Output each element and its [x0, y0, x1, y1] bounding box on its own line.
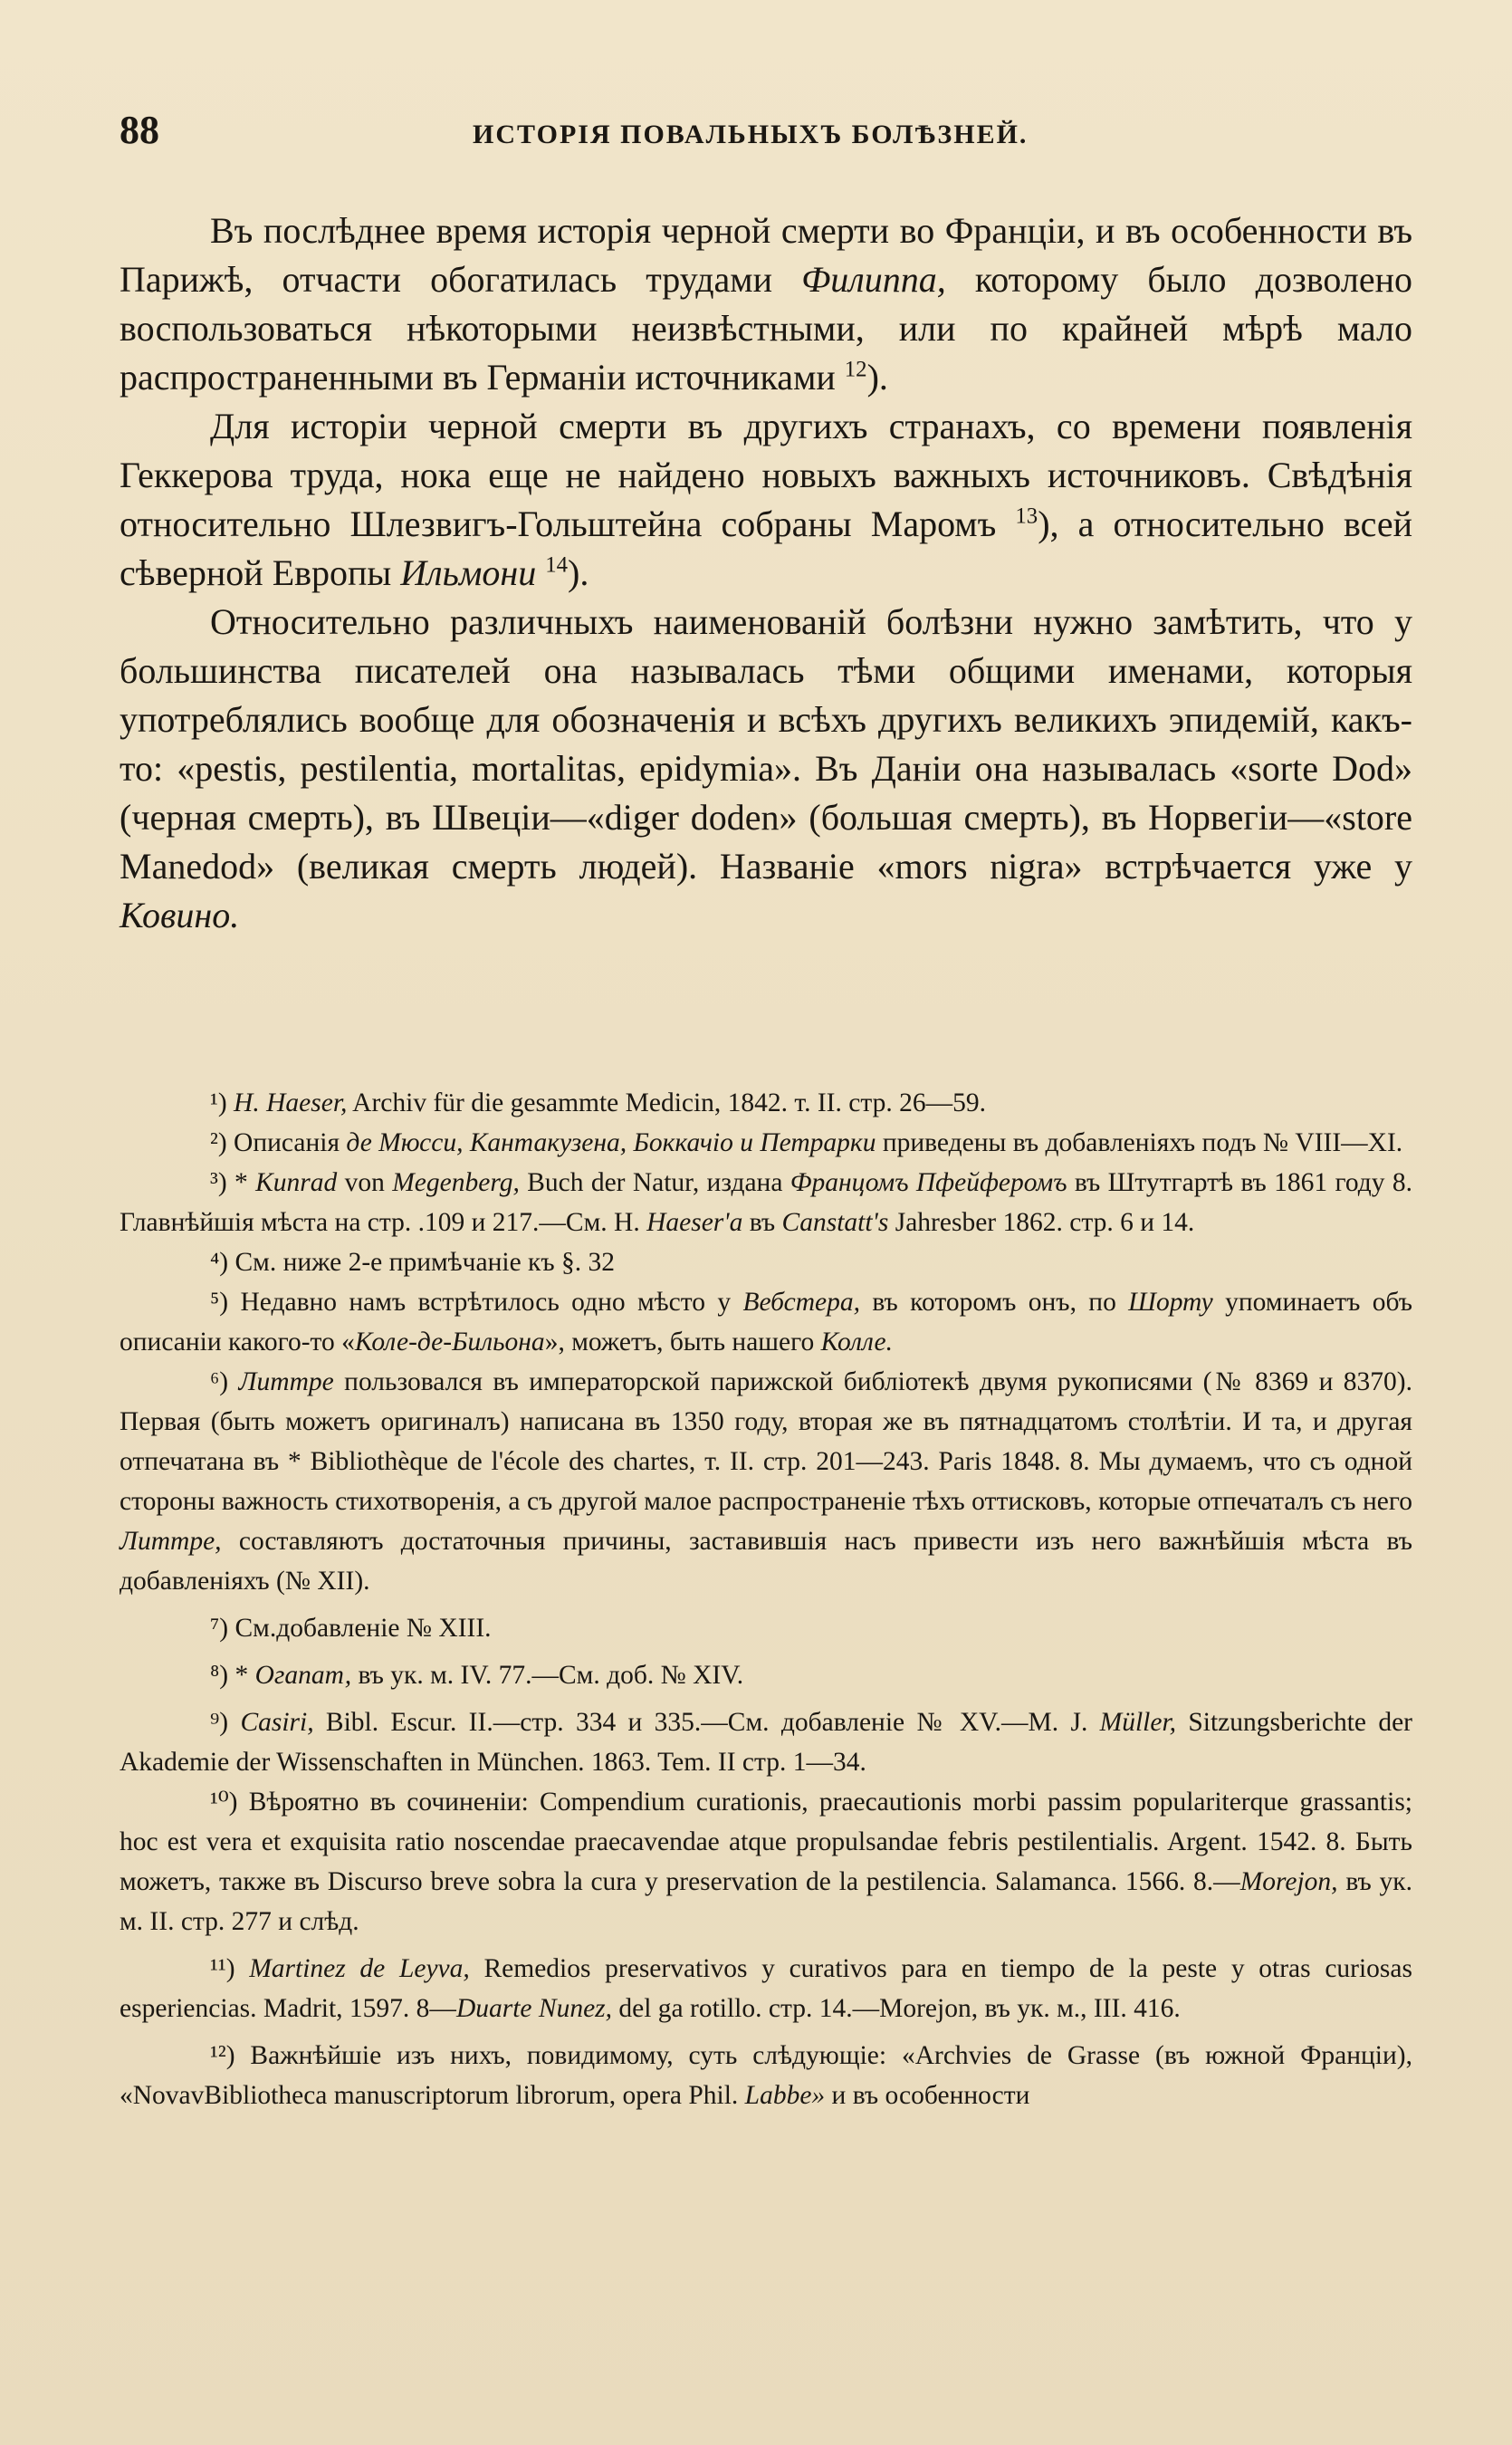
italic-text: Morejon,	[1239, 1867, 1338, 1896]
footnote	[120, 1163, 1412, 1242]
text-run: упоминаетъ объ описаніи какого-то «	[120, 1288, 1412, 1357]
italic-text: Ковино.	[120, 895, 240, 935]
text-run: ), а относительно всей сѣверной Европы	[120, 503, 1412, 593]
italic-text: Францомъ Пфейферомъ	[789, 1168, 1067, 1197]
paragraph	[120, 402, 1412, 598]
italic-text: H. Haeser,	[234, 1088, 348, 1117]
italic-text: Casiri,	[240, 1708, 314, 1737]
footnote-ref: 13	[1015, 503, 1038, 529]
text-run: которому было дозволено воспользоваться нѣкоторыми неизвѣстными, или по крайней мѣрѣ мало распространенными въ Германіи источниками	[120, 259, 1412, 398]
text-run: Jahresber 1862. стр. 6 и 14.	[888, 1208, 1195, 1237]
footnote	[120, 1242, 1412, 1282]
footnote	[120, 1362, 1412, 1601]
paragraph	[120, 206, 1412, 402]
text-run: ).	[866, 357, 888, 398]
text-run: въ ук. м. II. стр. 277 и слѣд.	[120, 1867, 1413, 1936]
footnote	[120, 1949, 1412, 2028]
text-run: въ ук. м. IV. 77.—См. доб. № XIV.	[351, 1661, 744, 1690]
footnote	[120, 1655, 1412, 1695]
text-run: приведены въ добавленіяхъ подъ № VIII—XI.	[876, 1128, 1403, 1157]
running-title: ИСТОРІЯ ПОВАЛЬНЫХЪ БОЛѢЗНЕЙ.	[473, 120, 1029, 149]
footnote-ref: 12	[844, 357, 867, 382]
italic-text: Коле-де-Бильона	[354, 1328, 545, 1357]
paragraph	[120, 598, 1412, 940]
italic-text: Литтре	[238, 1367, 334, 1396]
text-run: Archiv für die gesammte Medicin, 1842. т. II. стр. 26—59.	[347, 1088, 986, 1117]
text-run: Для исторіи черной смерти въ другихъ странахъ, со времени появленія Геккерова труда, нока еще не найдено новыхъ важныхъ источниковъ. Свѣдѣнія относительно Шлезвигъ-Гольштейна собраны Маромъ	[120, 406, 1412, 544]
main-text	[120, 206, 1412, 940]
italic-text: Огапат,	[254, 1661, 352, 1690]
text-run	[536, 552, 545, 593]
italic-text: Duarte Nunez,	[455, 1994, 613, 2023]
italic-text: Müller,	[1099, 1708, 1177, 1737]
footnote	[120, 1608, 1412, 1648]
text-run: и въ особенности	[825, 2081, 1030, 2110]
footnote	[120, 1083, 1412, 1123]
text-run: въ Штутгартѣ въ 1861 году 8. Главнѣйшія мѣста на стр. .109 и 217.—См. H.	[120, 1168, 1412, 1237]
italic-text: Kunrad	[255, 1168, 338, 1197]
text-run: ¹)	[210, 1088, 234, 1117]
text-run: », можетъ, быть нашего	[544, 1328, 821, 1357]
text-run: ⁴) См. ниже 2-е примѣчаніе къ §. 32	[210, 1248, 616, 1277]
text-run: ¹⁰) Вѣроятно въ сочиненіи: Compendium curationis, praecautionis morbi passim populariterque grassantis; hoc est vera et exquisita ratio noscendae praecavendae atque propulsandae febris pestilentialis. Argent. 1542. 8. Быть можетъ, также въ Discurso breve sobra la cura y preservation de la pestilencia. Salamanca. 1566. 8.—	[120, 1788, 1412, 1896]
text-run: Remedios preservativos y curativos para en tiempo de la peste y otras curiosas esperiencias. Madrit, 1597. 8—	[120, 1954, 1412, 2023]
italic-text: Haeser'a	[646, 1208, 743, 1237]
italic-text: Шорту	[1128, 1288, 1213, 1317]
italic-text: Литтре,	[120, 1527, 222, 1556]
text-run: ⁹)	[210, 1708, 241, 1737]
text-run: ⁵) Недавно намъ встрѣтилось одно мѣсто у	[210, 1288, 743, 1317]
italic-text: Ильмони	[400, 552, 537, 593]
page-number: 88	[120, 108, 159, 152]
text-run: составляютъ достаточныя причины, заставившія насъ привести изъ него важнѣйшія мѣста въ добавленіяхъ (№ XII).	[120, 1527, 1412, 1596]
text-run: del ga rotillo. стр. 14.—Morejon, въ ук. м., III. 416.	[612, 1994, 1181, 2023]
text-run: ⁷) См.добавленіе № XIII.	[210, 1614, 492, 1643]
italic-text: Колле.	[820, 1328, 894, 1357]
text-run: ⁸) *	[210, 1661, 255, 1690]
footnote-ref: 14	[545, 552, 568, 578]
text-run: въ	[742, 1208, 782, 1237]
text-run: Относительно различныхъ наименованій болѣзни нужно замѣтить, что у большинства писателей она называлась тѣми общими именами, которыя употреблялись вообще для обозначенія и всѣхъ другихъ великихъ эпидемій, какъ-то: «pestis, pestilentia, mortalitas, epidymia». Въ Даніи она называлась «sorte Dod» (черная смерть), въ Швеціи—«diger doden» (большая смерть), въ Норвегіи—«store Manedod» (великая смерть людей). Названіе «mors nigra» встрѣчается уже у	[120, 601, 1412, 887]
text-run: Buch der Natur, издана	[519, 1168, 790, 1197]
text-run: ³) *	[210, 1168, 256, 1197]
text-run: Bibl. Escur. II.—стр. 334 и 335.—См. добавленіе № XV.—M. J.	[313, 1708, 1100, 1737]
italic-text: Филиппа,	[801, 259, 946, 300]
italic-text: Вебстера,	[742, 1288, 860, 1317]
text-run: ⁶)	[210, 1367, 239, 1396]
text-run: пользовался въ императорской парижской библіотекѣ двумя рукописями (№ 8369 и 8370). Первая (быть можетъ оригиналъ) написана въ 1350 году, вторая же въ пятнадцатомъ столѣтіи. И та, и другая отпечатана въ * Bibliothèque de l'école des chartes, т. II. стр. 201—243. Paris 1848. 8. Мы думаемъ, что съ одной стороны важность стихотворенія, а съ другой малое распространеніе тѣхъ оттисковъ, которые отпечаталъ съ него	[120, 1367, 1413, 1516]
italic-text: Labbe»	[744, 2081, 826, 2110]
footnote	[120, 2036, 1412, 2115]
section-gap	[120, 940, 1412, 1083]
text-run: Въ послѣднее время исторія черной смерти во Франціи, и въ особенности въ Парижѣ, отчасти обогатилась трудами	[120, 210, 1412, 300]
page-header	[120, 107, 1412, 161]
italic-text: Canstatt's	[781, 1208, 889, 1237]
text-run: von	[337, 1168, 393, 1197]
footnote	[120, 1123, 1412, 1163]
footnotes	[120, 1083, 1412, 2115]
italic-text: де Мюсси, Кантакузена, Боккачіо и Петрарки	[346, 1128, 876, 1157]
text-run: ¹²) Важнѣйшіе изъ нихъ, повидимому, суть слѣдующіе: «Archvies de Grasse (въ южной Франціи), «NovavBibliotheca manuscriptorum librorum, opera Phil.	[120, 2041, 1412, 2110]
text-run: въ которомъ онъ, по	[859, 1288, 1129, 1317]
footnote	[120, 1282, 1412, 1362]
text-run: Sitzungsberichte der Akademie der Wissenschaften in München. 1863. Tem. II стр. 1—34.	[120, 1708, 1412, 1777]
italic-text: Megenberg,	[392, 1168, 520, 1197]
italic-text: Martinez de Leyva,	[249, 1954, 470, 1983]
text-run: ).	[568, 552, 589, 593]
footnote	[120, 1702, 1412, 1782]
text-run: ¹¹)	[210, 1954, 250, 1983]
text-run: ²) Описанія	[210, 1128, 347, 1157]
footnote	[120, 1782, 1412, 1942]
